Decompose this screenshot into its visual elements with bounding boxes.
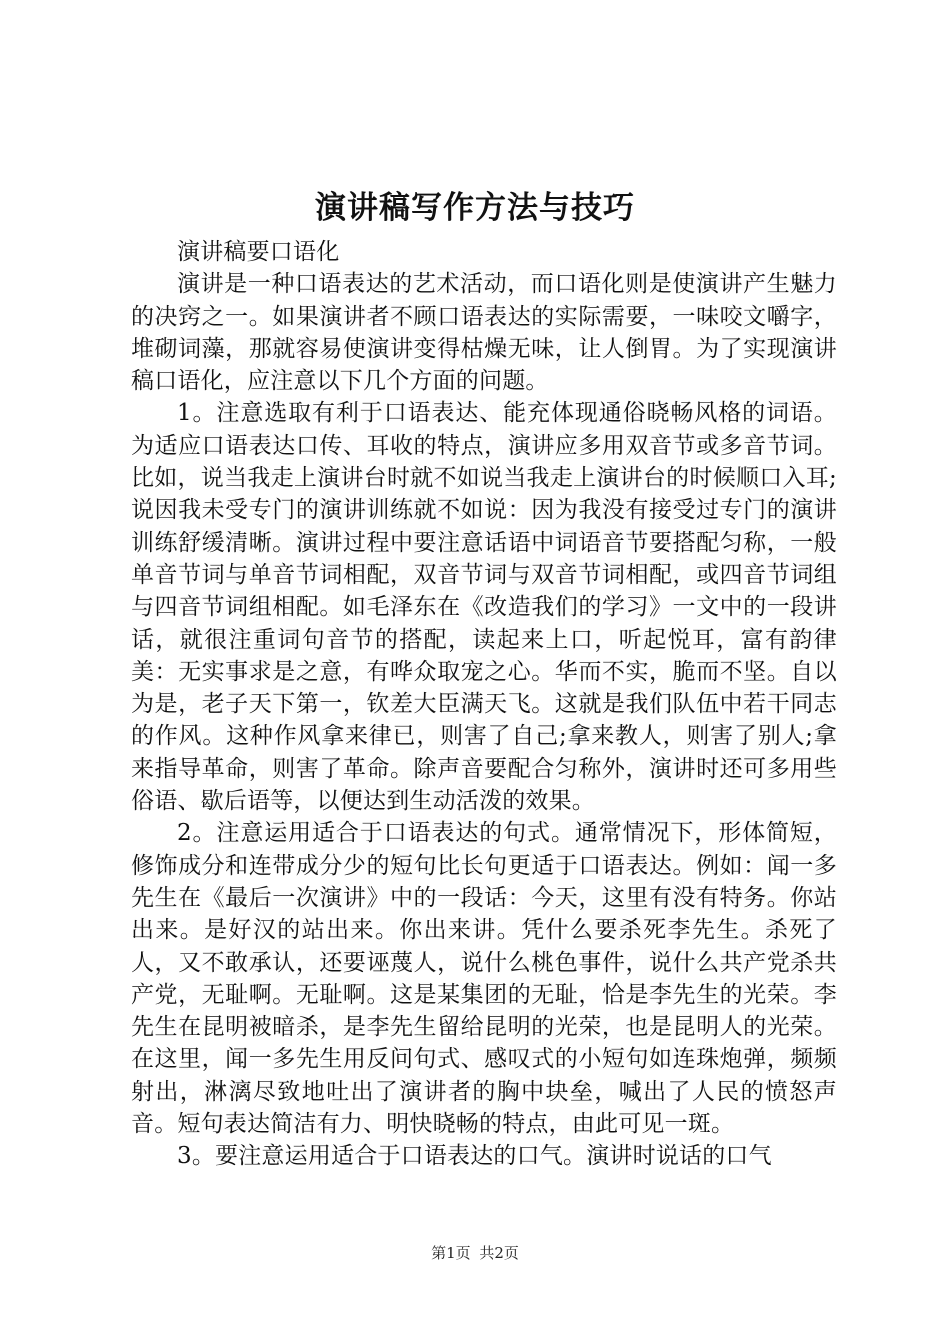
paragraph-heading: 演讲稿要口语化	[177, 239, 340, 265]
document-body	[131, 236, 837, 1173]
page-number: 第1页	[431, 1244, 471, 1262]
paragraph: 2。注意运用适合于口语表达的句式。通常情况下，形体简短，修饰成分和连带成分少的短句比长句更适于口语表达。例如：闻一多先生在《最后一次演讲》中的一段话：今天，这里有没有特务。你站出来。是好汉的站出来。你出来讲。凭什么要杀死李先生。杀死了人，又不敢承认，还要诬蔑人，说什么桃色事件，说什么共产党杀共产党，无耻啊。无耻啊。这是某集团的无耻，恰是李先生的光荣。李先生在昆明被暗杀，是李先生留给昆明的光荣，也是昆明人的光荣。在这里，闻一多先生用反问句式、感叹式的小短句如连珠炮弹，频频射出，淋漓尽致地吐出了演讲者的胸中块垒，喊出了人民的愤怒声音。短句表达简洁有力、明快晓畅的特点，由此可见一斑。	[131, 820, 837, 1138]
paragraph: 1。注意选取有利于口语表达、能充体现通俗晓畅风格的词语。为适应口语表达口传、耳收的特点，演讲应多用双音节或多音节词。比如，说当我走上演讲台时就不如说当我走上演讲台的时候顺口入耳;说因我未受专门的演讲训练就不如说：因为我没有接受过专门的演讲训练舒缓清晰。演讲过程中要注意话语中词语音节要搭配匀称，一般单音节词与单音节词相配，双音节词与双音节词相配，或四音节词组与四音节词组相配。如毛泽东在《改造我们的学习》一文中的一段讲话，就很注重词句音节的搭配，读起来上口，听起悦耳，富有韵律美：无实事求是之意，有哗众取宠之心。华而不实，脆而不坚。自以为是，老子天下第一，钦差大臣满天飞。这就是我们队伍中若干同志的作风。这种作风拿来律已，则害了自己;拿来教人，则害了别人;拿来指导革命，则害了革命。除声音要配合匀称外，演讲时还可多用些俗语、歇后语等，以便达到生动活泼的效果。	[131, 400, 837, 815]
page-total: 共2页	[479, 1244, 519, 1262]
paragraph: 演讲是一种口语表达的艺术活动，而口语化则是使演讲产生魅力的决窍之一。如果演讲者不顾口语表达的实际需要，一味咬文嚼字，堆砌词藻，那就容易使演讲变得枯燥无味，让人倒胃。为了实现演讲稿口语化，应注意以下几个方面的问题。	[131, 271, 837, 395]
document-title: 演讲稿写作方法与技巧	[315, 190, 635, 226]
page-footer	[0, 1243, 950, 1263]
paragraph: 3。要注意运用适合于口语表达的口气。演讲时说话的口气	[177, 1143, 772, 1170]
